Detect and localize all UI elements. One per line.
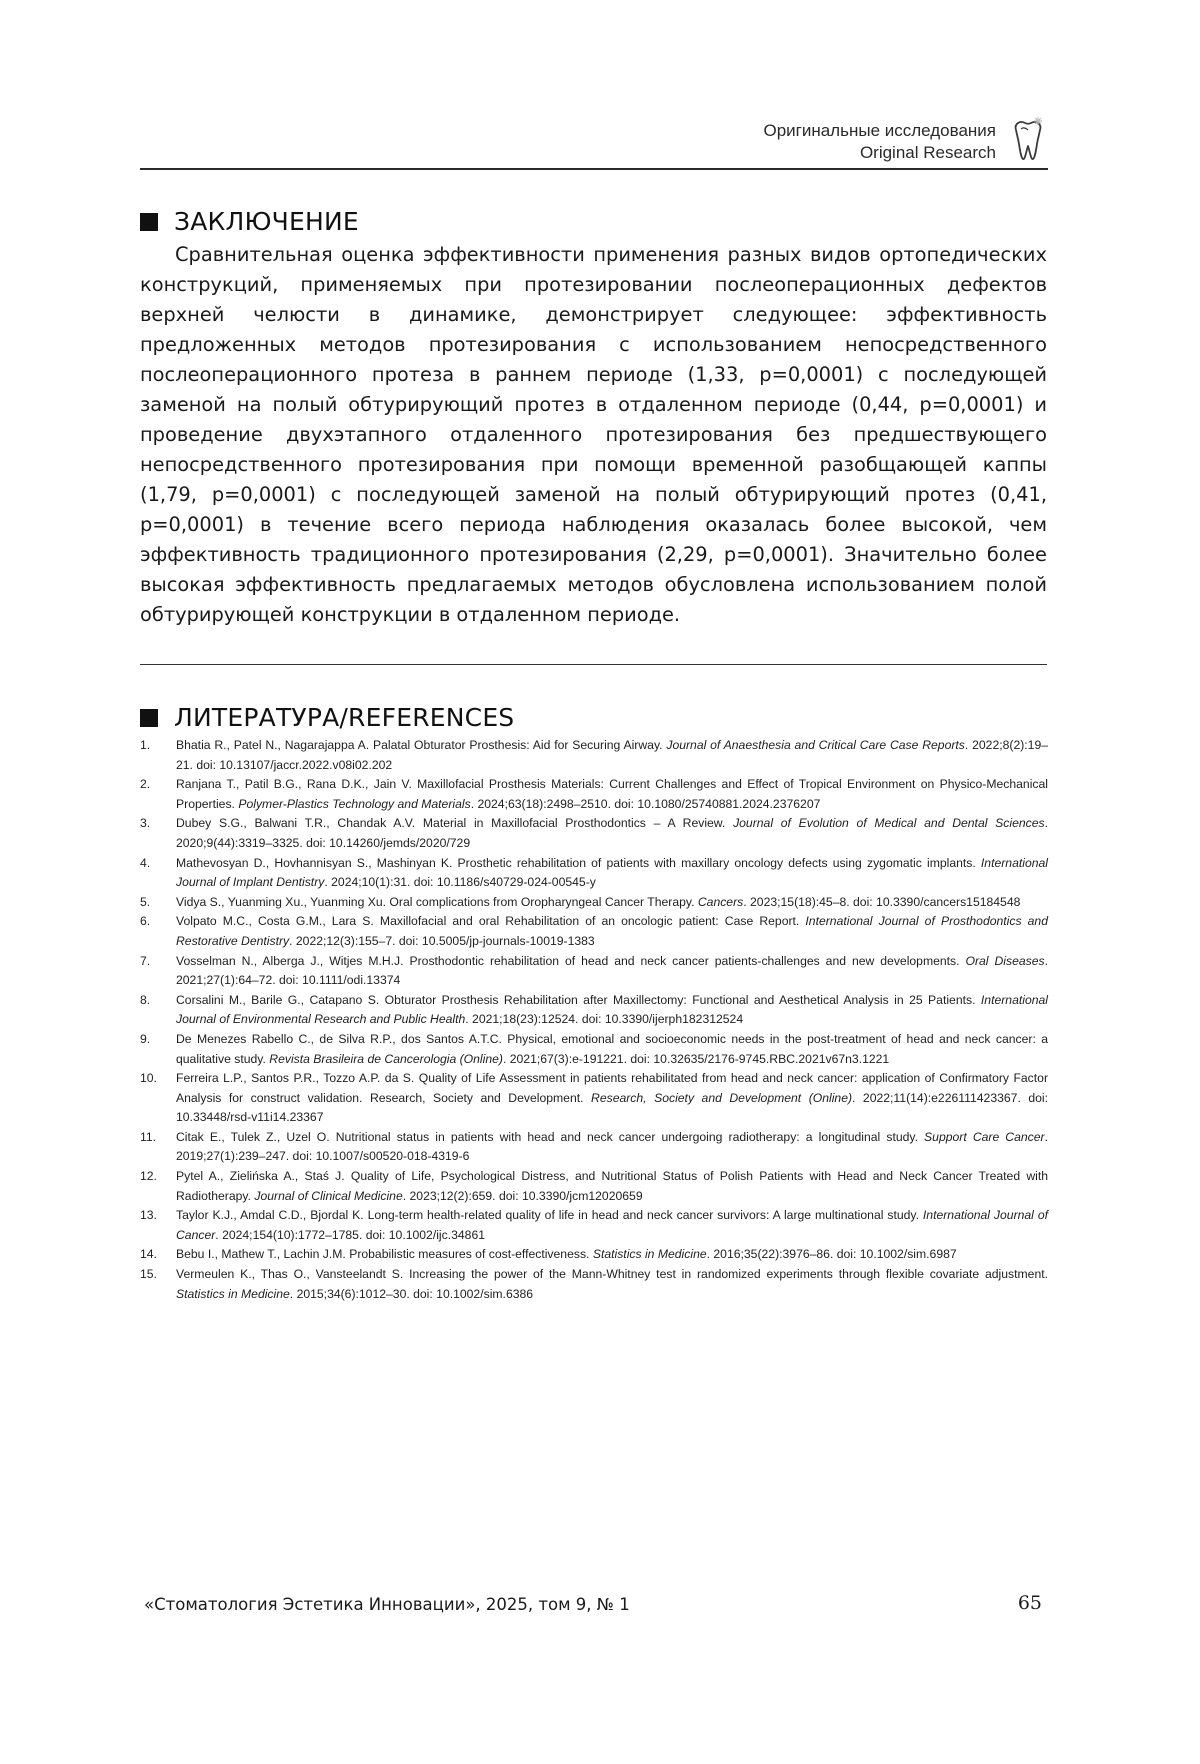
reference-authors-title: Vidya S., Yuanming Xu., Yuanming Xu. Oral complications from Oropharyngeal Cancer Therapy. xyxy=(176,894,698,909)
reference-item xyxy=(140,814,1048,853)
reference-text xyxy=(176,856,1048,890)
reference-details: . 2016;35(22):3976–86. doi: 10.1002/sim.6987 xyxy=(706,1247,957,1262)
reference-details: . 2019;27(1):239–247. doi: 10.1007/s00520-018-4319-6 xyxy=(176,1129,1048,1164)
reference-item xyxy=(140,1206,1048,1245)
footer-journal-citation: «Стоматология Эстетика Инновации», 2025, том 9, № 1 xyxy=(144,1595,630,1614)
reference-journal: Oral Diseases xyxy=(965,953,1045,968)
reference-item xyxy=(140,912,1048,951)
reference-text xyxy=(176,1169,1048,1203)
section-label-en: Original Research xyxy=(859,143,996,162)
reference-details: . 2021;27(1):64–72. doi: 10.1111/odi.13374 xyxy=(176,953,1048,988)
reference-authors-title: Dubey S.G., Balwani T.R., Chandak A.V. Material in Maxillofacial Prosthodontics – A Review. xyxy=(176,816,734,831)
reference-number: 7. xyxy=(140,953,151,968)
reference-authors-title: Vermeulen K., Thas O., Vansteelandt S. Increasing the power of the Mann-Whitney test in randomized experiments through flexible covariate adjustment. xyxy=(176,1267,1048,1282)
reference-journal: Polymer-Plastics Technology and Materials xyxy=(238,796,471,811)
reference-authors-title: Bhatia R., Patel N., Nagarajappa A. Palatal Obturator Prosthesis: Aid for Securing Airway. xyxy=(176,738,667,752)
reference-details: . 2024;63(18):2498–2510. doi: 10.1080/25740881.2024.2376207 xyxy=(470,796,821,811)
reference-item xyxy=(140,736,1048,775)
section-label-ru: Оригинальные исследования xyxy=(763,121,996,140)
reference-item xyxy=(140,1030,1048,1069)
reference-text xyxy=(176,777,1048,811)
reference-details: . 2023;12(2):659. doi: 10.3390/jcm12020659 xyxy=(402,1188,643,1203)
reference-item xyxy=(140,991,1048,1030)
reference-details: . 2015;34(6):1012–30. doi: 10.1002/sim.6386 xyxy=(289,1286,534,1301)
reference-item xyxy=(140,1069,1048,1128)
reference-details: . 2024;154(10):1772–1785. doi: 10.1002/ijc.34861 xyxy=(215,1227,485,1242)
reference-number: 11. xyxy=(140,1129,157,1144)
reference-authors-title: Pytel A., Zielińska A., Staś J. Quality of Life, Psychological Distress, and Nutritional Status of Polish Patients with Head and Neck Cancer Treated with Radiotherapy. xyxy=(176,1169,1048,1203)
reference-item xyxy=(140,1245,1048,1265)
reference-text xyxy=(176,1032,1048,1066)
reference-authors-title: Taylor K.J., Amdal C.D., Bjordal K. Long-term health-related quality of life in head and neck cancer survivors: A large multinational study. xyxy=(176,1208,923,1223)
reference-journal: Research, Society and Development (Online) xyxy=(591,1090,853,1105)
reference-item xyxy=(140,952,1048,991)
reference-item xyxy=(140,1128,1048,1167)
reference-authors-title: Ranjana T., Patil B.G., Rana D.K., Jain V. Maxillofacial Prosthesis Materials: Current Challenges and Effect of Tropical Environment on Physico-Mechanical Properties. xyxy=(176,777,1048,811)
references-heading-text: ЛИТЕРАТУРА/REFERENCES xyxy=(174,703,515,732)
running-header xyxy=(140,118,1048,170)
reference-journal: International Journal of Prosthodontics and Restorative Dentistry xyxy=(176,914,1048,948)
reference-journal: Support Care Cancer xyxy=(924,1129,1045,1144)
reference-journal: International Journal of Implant Dentistry xyxy=(176,855,1048,890)
reference-journal: Revista Brasileira de Cancerologia (Online) xyxy=(269,1051,503,1066)
reference-authors-title: Vosselman N., Alberga J., Witjes M.H.J. Prosthodontic rehabilitation of head and neck cancer patients-challenges and new developments. xyxy=(176,953,966,968)
reference-journal: Journal of Clinical Medicine xyxy=(254,1188,403,1203)
reference-number: 6. xyxy=(140,914,151,929)
reference-text xyxy=(176,1130,1048,1164)
reference-details: . 2023;15(18):45–8. doi: 10.3390/cancers15184548 xyxy=(743,894,1021,909)
reference-details: . 2022;12(3):155–7. doi: 10.5005/jp-journals-10019-1383 xyxy=(289,933,595,948)
reference-authors-title: Corsalini M., Barile G., Catapano S. Obturator Prosthesis Rehabilitation after Maxillectomy: Functional and Aesthetical Analysis in 25 Patients. xyxy=(176,992,981,1007)
tooth-icon xyxy=(1008,116,1048,162)
page-number: 65 xyxy=(1017,1592,1042,1614)
reference-item xyxy=(140,775,1048,814)
reference-text xyxy=(176,1247,957,1261)
reference-number: 4. xyxy=(140,855,151,870)
section-label xyxy=(763,120,996,164)
reference-text xyxy=(176,1071,1048,1124)
reference-number: 14. xyxy=(140,1247,157,1262)
reference-item xyxy=(140,1265,1048,1304)
reference-item xyxy=(140,1167,1048,1206)
reference-journal: Journal of Evolution of Medical and Dental Sciences xyxy=(733,816,1045,831)
reference-details: . 2022;11(14):e226111423367. doi: 10.33448/rsd-v11i14.23367 xyxy=(176,1090,1048,1125)
reference-text xyxy=(176,738,1048,772)
reference-number: 10. xyxy=(140,1071,157,1086)
conclusion-heading-text: ЗАКЛЮЧЕНИЕ xyxy=(174,207,359,236)
reference-journal: Journal of Anaesthesia and Critical Care Case Reports xyxy=(666,738,965,752)
reference-text xyxy=(176,993,1048,1027)
reference-number: 13. xyxy=(140,1208,157,1223)
reference-journal: Statistics in Medicine xyxy=(592,1247,707,1262)
reference-authors-title: Volpato M.C., Costa G.M., Lara S. Maxillofacial and oral Rehabilitation of an oncologic patient: Case Report. xyxy=(176,914,806,929)
reference-authors-title: De Menezes Rabello C., de Silva R.P., dos Santos A.T.C. Physical, emotional and socioeconomic needs in the post-treatment of head and neck cancer: a qualitative study. xyxy=(176,1031,1048,1066)
reference-number: 9. xyxy=(140,1031,151,1046)
reference-number: 12. xyxy=(140,1169,157,1184)
heading-square-marker xyxy=(140,213,158,231)
reference-details: . 2021;67(3):e-191221. doi: 10.32635/2176-9745.RBC.2021v67n3.1221 xyxy=(502,1051,890,1066)
reference-text xyxy=(176,1208,1048,1242)
reference-number: 1. xyxy=(140,738,151,752)
reference-number: 5. xyxy=(140,894,151,909)
reference-details: . 2022;8(2):19–21. doi: 10.13107/jaccr.2022.v08i02.202 xyxy=(176,738,1048,772)
reference-text xyxy=(176,895,1020,909)
reference-text xyxy=(176,954,1048,988)
reference-item xyxy=(140,893,1048,913)
reference-text xyxy=(176,816,1048,850)
reference-authors-title: Ferreira L.P., Santos P.R., Tozzo A.P. da S. Quality of Life Assessment in patients rehabilitated from head and neck cancer: application of Confirmatory Factor Analysis for construct validation. Research, Society and Development. xyxy=(176,1071,1048,1105)
reference-details: . 2024;10(1):31. doi: 10.1186/s40729-024-00545-y xyxy=(324,875,596,890)
reference-details: . 2020;9(44):3319–3325. doi: 10.14260/jemds/2020/729 xyxy=(176,816,1048,850)
reference-journal: Cancers xyxy=(697,894,744,909)
reference-text xyxy=(176,1267,1048,1301)
heading-square-marker xyxy=(140,709,158,727)
reference-authors-title: Citak E., Tulek Z., Uzel O. Nutritional status in patients with head and neck cancer undergoing radiotherapy: a longitudinal study. xyxy=(176,1129,925,1144)
section-divider xyxy=(140,664,1047,665)
reference-item xyxy=(140,854,1048,893)
reference-number: 8. xyxy=(140,992,151,1007)
reference-authors-title: Mathevosyan D., Hovhannisyan S., Mashinyan K. Prosthetic rehabilitation of patients with maxillary oncology defects using zygomatic implants. xyxy=(176,855,981,870)
reference-number: 15. xyxy=(140,1267,157,1282)
reference-details: . 2021;18(23):12524. doi: 10.3390/ijerph182312524 xyxy=(465,1012,744,1027)
reference-journal: Statistics in Medicine xyxy=(176,1286,290,1301)
reference-number: 2. xyxy=(140,777,151,792)
reference-journal: International Journal of Cancer xyxy=(176,1208,1048,1242)
conclusion-paragraph: Сравнительная оценка эффективности применения разных видов ортопедических конструкций, применяемых при протезировании послеоперационных дефектов верхней челюсти в динамике, демонстрирует следующее: эффективность предложенных методов протезирования с использованием непосредственного послеоперационного протеза в раннем периоде (1,33, p=0,0001) с последующей заменой на полый обтурирующий протез в отдаленном периоде (0,44, p=0,0001) и проведение двухэтапного отдаленного протезирования без предшествующего непосредственного протезирования при помощи временной разобщающей каппы (1,79, p=0,0001) с последующей заменой на полый обтурирующий протез (0,41, p=0,0001) в течение всего периода наблюдения оказалась более высокой, чем эффективность традиционного протезирования (2,29, p=0,0001). Значительно более высокая эффективность предлагаемых методов обусловлена использованием полой обтурирующей конструкции в отдаленном периоде. xyxy=(140,243,1047,626)
references-heading xyxy=(140,703,514,732)
reference-list xyxy=(140,736,1048,1304)
reference-text xyxy=(176,914,1048,948)
reference-authors-title: Bebu I., Mathew T., Lachin J.M. Probabilistic measures of cost-effectiveness. xyxy=(176,1247,593,1262)
reference-journal: International Journal of Environmental Research and Public Health xyxy=(176,992,1048,1027)
reference-number: 3. xyxy=(140,816,151,831)
conclusion-heading xyxy=(140,207,359,236)
